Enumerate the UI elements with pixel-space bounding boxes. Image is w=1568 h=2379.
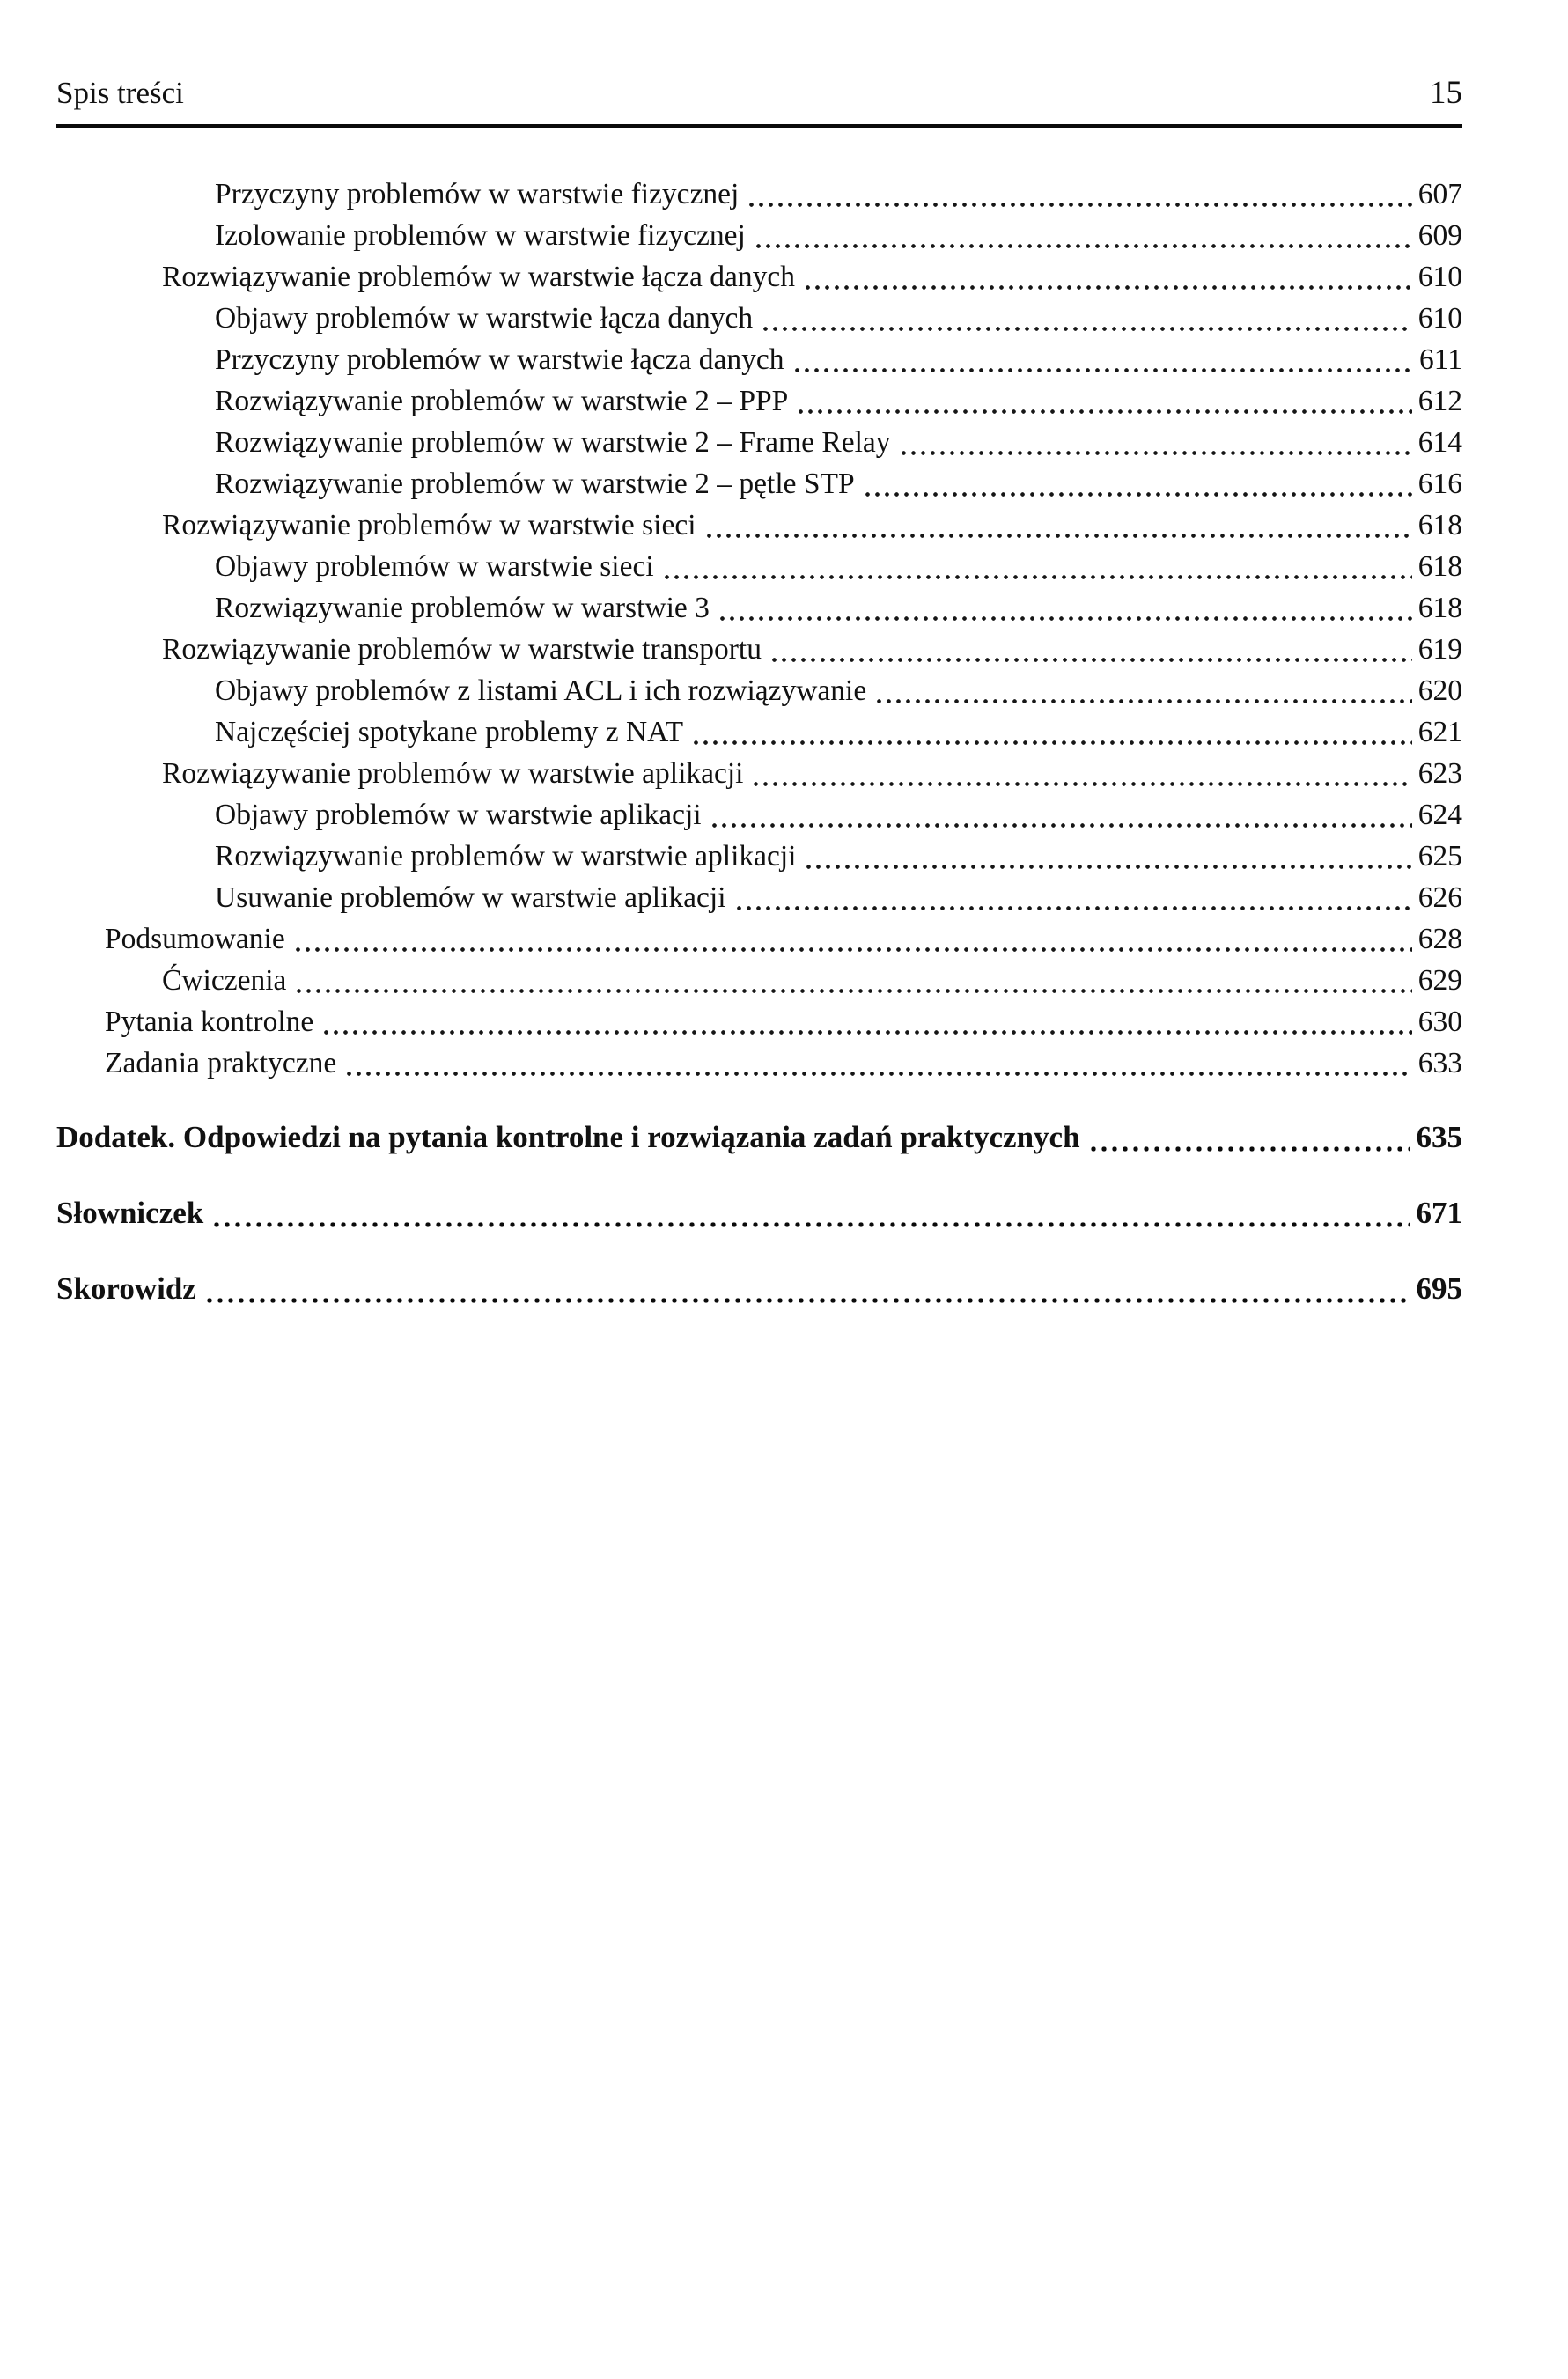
dot-leader [874,670,1412,711]
toc-entry-page: 609 [1417,219,1462,252]
toc-entry-label: Przyczyny problemów w warstwie łącza danych [215,343,784,376]
toc-entry [56,587,1462,629]
dot-leader [769,629,1412,670]
page-header [56,74,1462,128]
toc-entry-label: Słowniczek [56,1196,204,1230]
toc-entry [56,877,1462,918]
toc-entry [56,960,1462,1001]
toc-entry-page: 630 [1417,1005,1462,1038]
toc-entry [56,505,1462,546]
dot-leader [344,1042,1412,1084]
toc-entry-label: Rozwiązywanie problemów w warstwie sieci [162,509,696,541]
toc-entry-page: 628 [1417,923,1462,955]
toc-entry-label: Objawy problemów w warstwie aplikacji [215,799,702,831]
toc-entry [56,463,1462,505]
toc-entry-page: 611 [1418,343,1462,376]
toc-entry [56,1042,1462,1084]
dot-leader [211,1191,1410,1235]
dot-leader [792,339,1413,380]
dot-leader [294,960,1411,1001]
toc-entry-label: Rozwiązywanie problemów w warstwie łącza danych [162,261,796,293]
toc-entry [56,339,1462,380]
toc-entry-label: Ćwiczenia [162,964,287,997]
toc-entry [56,546,1462,587]
page-title: Spis treści [56,76,184,110]
toc-entry [56,215,1462,256]
toc-entry-page: 614 [1417,426,1462,459]
toc-entry-label: Dodatek. Odpowiedzi na pytania kontrolne i rozwiązania zadań praktycznych [56,1120,1080,1154]
toc-entry-page: 618 [1417,509,1462,541]
toc-entry [56,670,1462,711]
dot-leader [803,256,1412,298]
toc-list [56,173,1462,1311]
toc-entry [56,298,1462,339]
dot-leader [293,918,1412,960]
toc-entry-label: Rozwiązywanie problemów w warstwie 2 – pętle STP [215,468,855,500]
toc-entry [56,918,1462,960]
toc-entry-page: 610 [1417,302,1462,335]
toc-entry-label: Rozwiązywanie problemów w warstwie 2 – PPP [215,385,789,417]
toc-entry-page: 624 [1417,799,1462,831]
toc-entry-label: Przyczyny problemów w warstwie fizycznej [215,178,740,210]
toc-entry-label: Rozwiązywanie problemów w warstwie transportu [162,633,762,666]
toc-entry-page: 633 [1417,1047,1462,1079]
toc-entry-page: 623 [1417,757,1462,790]
dot-leader [804,836,1411,877]
dot-leader [734,877,1412,918]
dot-leader [321,1001,1412,1042]
toc-entry-label: Zadania praktyczne [105,1047,337,1079]
dot-leader [751,753,1411,794]
toc-entry-page: 695 [1416,1271,1462,1306]
toc-entry [56,1191,1462,1235]
toc-entry-page: 621 [1417,716,1462,748]
dot-leader [704,505,1412,546]
toc-entry [56,836,1462,877]
toc-entry-label: Pytania kontrolne [105,1005,314,1038]
dot-leader [754,215,1412,256]
dot-leader [691,711,1412,753]
toc-entry-label: Objawy problemów w warstwie łącza danych [215,302,754,335]
toc-entry [56,1001,1462,1042]
toc-entry-page: 607 [1417,178,1462,210]
toc-entry-page: 620 [1417,674,1462,707]
dot-leader [204,1267,1410,1311]
toc-entry [56,256,1462,298]
toc-entry-label: Usuwanie problemów w warstwie aplikacji [215,881,726,914]
dot-leader [662,546,1412,587]
dot-leader [863,463,1412,505]
toc-entry [56,794,1462,836]
toc-entry-label: Podsumowanie [105,923,285,955]
toc-entry [56,711,1462,753]
toc-entry-label: Rozwiązywanie problemów w warstwie aplikacji [215,840,797,873]
dot-leader [899,422,1412,463]
toc-entry-page: 671 [1416,1196,1462,1230]
toc-entry-label: Rozwiązywanie problemów w warstwie 2 – Frame Relay [215,426,891,459]
dot-leader [718,587,1412,629]
toc-entry-label: Skorowidz [56,1271,196,1306]
toc-entry-page: 625 [1417,840,1462,873]
toc-entry-page: 618 [1417,550,1462,583]
toc-entry-label: Najczęściej spotykane problemy z NAT [215,716,684,748]
toc-entry [56,753,1462,794]
toc-entry [56,1267,1462,1311]
dot-leader [1088,1116,1410,1160]
dot-leader [796,380,1411,422]
toc-entry-page: 635 [1416,1120,1462,1154]
toc-entry-page: 616 [1417,468,1462,500]
dot-leader [747,173,1411,215]
toc-entry-label: Objawy problemów z listami ACL i ich rozwiązywanie [215,674,867,707]
toc-entry [56,173,1462,215]
toc-entry-page: 626 [1417,881,1462,914]
toc-entry-label: Objawy problemów w warstwie sieci [215,550,654,583]
page-number: 15 [1430,75,1462,111]
toc-entry [56,629,1462,670]
toc-entry-label: Rozwiązywanie problemów w warstwie aplikacji [162,757,744,790]
toc-entry-label: Izolowanie problemów w warstwie fizycznej [215,219,746,252]
dot-leader [761,298,1412,339]
toc-entry-page: 619 [1417,633,1462,666]
toc-entry-page: 612 [1417,385,1462,417]
toc-entry [56,422,1462,463]
toc-entry-label: Rozwiązywanie problemów w warstwie 3 [215,592,710,624]
toc-entry [56,380,1462,422]
dot-leader [710,794,1412,836]
toc-entry-page: 629 [1417,964,1462,997]
toc-entry [56,1116,1462,1160]
toc-entry-page: 618 [1417,592,1462,624]
toc-entry-page: 610 [1417,261,1462,293]
